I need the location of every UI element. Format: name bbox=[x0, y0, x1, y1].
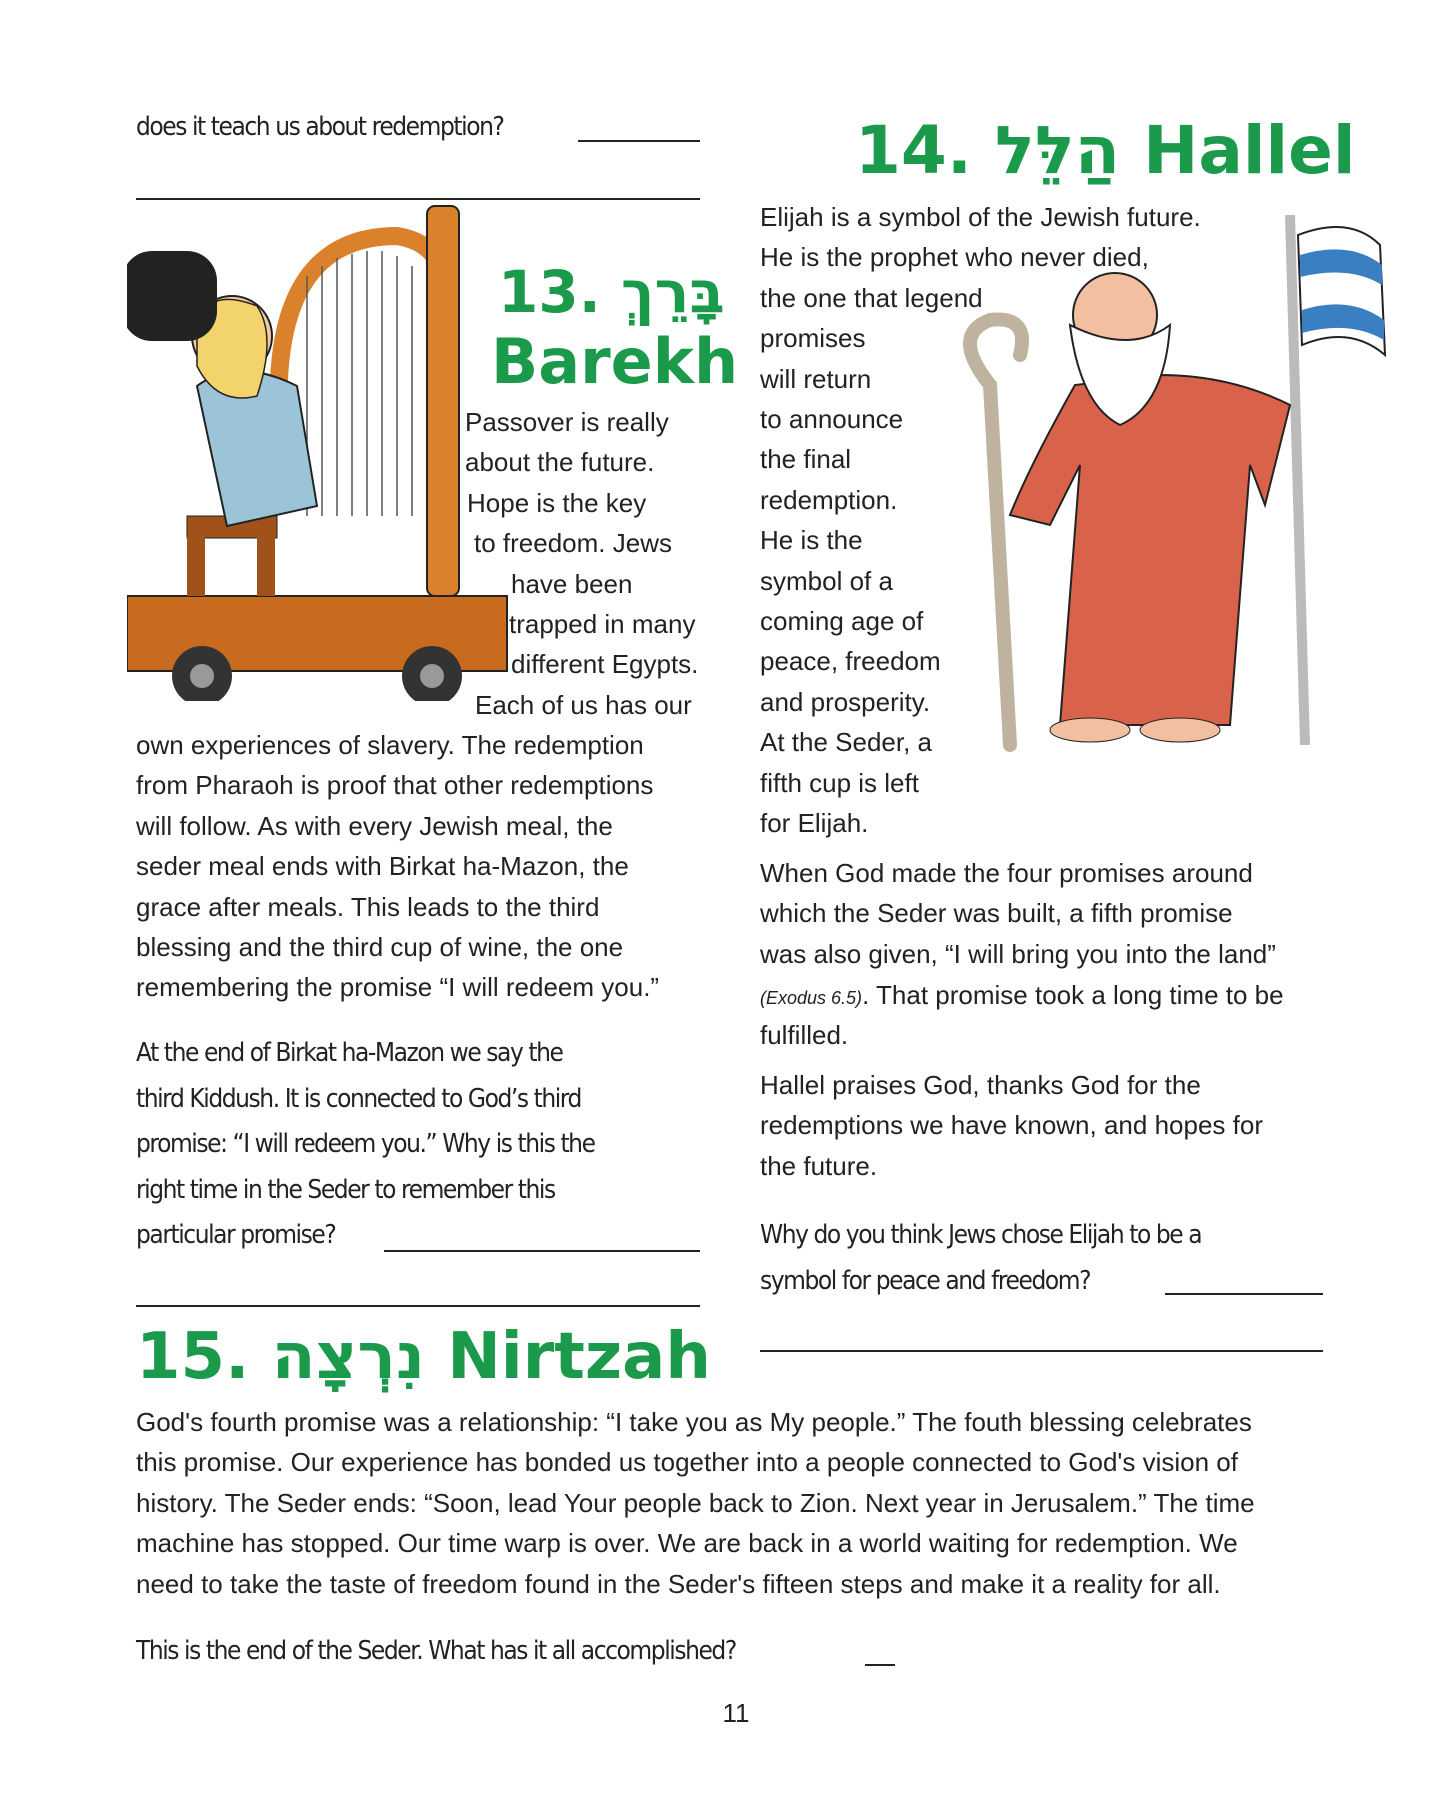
text-line: Hope is the key bbox=[467, 487, 647, 518]
promise-text: . That promise took a long time to be bbox=[862, 980, 1284, 1010]
text-line: the one that legend bbox=[760, 282, 983, 313]
section-title: Nirtzah bbox=[447, 1320, 711, 1394]
text-line: right time in the Seder to remember this bbox=[136, 1174, 555, 1205]
text-line: At the Seder, a bbox=[760, 727, 933, 758]
section-title: Hallel bbox=[1143, 112, 1356, 189]
section-number: 13. bbox=[498, 258, 601, 326]
answer-blank[interactable] bbox=[578, 140, 700, 142]
hallel-heading bbox=[855, 112, 1356, 189]
answer-blank[interactable] bbox=[384, 1250, 700, 1252]
text-line: At the end of Birkat ha-Mazon we say the bbox=[136, 1038, 563, 1068]
text-line: own experiences of slavery. The redemption bbox=[136, 730, 644, 760]
hebrew-title: הַלֵּל bbox=[994, 112, 1121, 189]
text-line: about the future. bbox=[465, 447, 655, 478]
elijah-illustration bbox=[930, 205, 1420, 755]
text-line: He is the prophet who never died, bbox=[760, 242, 1149, 273]
text-line: coming age of bbox=[760, 606, 924, 636]
text-line: which the Seder was built, a fifth promise bbox=[760, 898, 1233, 929]
text-line: the final bbox=[760, 444, 852, 475]
question-text: does it teach us about redemption? bbox=[136, 112, 504, 142]
hebrew-title: נִרְצָה bbox=[271, 1320, 425, 1394]
final-question: This is the end of the Seder. What has it all accomplished? bbox=[136, 1636, 736, 1666]
text-line: have been bbox=[511, 568, 633, 599]
text-line: fifth cup is left bbox=[760, 767, 919, 798]
intro-question bbox=[136, 112, 503, 142]
text-line: the future. bbox=[760, 1150, 878, 1181]
barekh-heading bbox=[498, 258, 725, 326]
text-line: from Pharaoh is proof that other redemptions bbox=[136, 770, 654, 801]
text-line: history. The Seder ends: “Soon, lead Your people back to Zion. Next year in Jerusalem.” The time bbox=[136, 1487, 1255, 1518]
text-line: symbol of a bbox=[760, 565, 893, 596]
page-number: 11 bbox=[722, 1698, 750, 1728]
text-line: redemption. bbox=[760, 484, 898, 515]
text-line: Each of us has our bbox=[475, 689, 692, 720]
text-line: and prosperity. bbox=[760, 686, 931, 717]
text-line: He is the bbox=[760, 525, 863, 556]
text-line: redemptions we have known, and hopes for bbox=[760, 1110, 1263, 1141]
text-line: When God made the four promises around bbox=[760, 858, 1253, 888]
text-line: for Elijah. bbox=[760, 808, 869, 838]
text-line: trapped in many bbox=[509, 609, 696, 639]
text-line: Elijah is a symbol of the Jewish future. bbox=[760, 202, 1201, 232]
text-line: different Egypts. bbox=[511, 649, 699, 680]
text-line: particular promise? bbox=[136, 1220, 336, 1250]
text-line: promises bbox=[760, 323, 866, 354]
section-number: 14. bbox=[855, 112, 972, 189]
text-line: peace, freedom bbox=[760, 646, 941, 677]
nirtzah-heading bbox=[136, 1320, 711, 1394]
text-line: need to take the taste of freedom found in the Seder's fifteen steps and make it a reality for all. bbox=[136, 1568, 1221, 1599]
text-line: to freedom. Jews bbox=[474, 528, 672, 559]
text-line: to announce bbox=[760, 404, 904, 434]
exodus-reference: (Exodus 6.5) bbox=[760, 988, 863, 1008]
answer-blank[interactable] bbox=[760, 1350, 1323, 1352]
text-line: machine has stopped. Our time warp is over. We are back in a world waiting for redemption. We bbox=[136, 1528, 1238, 1559]
text-line: will return bbox=[760, 363, 872, 394]
text-line: this promise. Our experience has bonded us together into a people connected to God's vision of bbox=[136, 1447, 1238, 1478]
text-line: Hallel praises God, thanks God for the bbox=[760, 1070, 1201, 1100]
answer-blank[interactable] bbox=[136, 1305, 700, 1307]
answer-blank[interactable] bbox=[1165, 1293, 1323, 1295]
text-line: remembering the promise “I will redeem you.” bbox=[136, 972, 660, 1003]
text-line: seder meal ends with Birkat ha-Mazon, the bbox=[136, 851, 629, 882]
text-line: blessing and the third cup of wine, the one bbox=[136, 932, 624, 962]
text-line: Why do you think Jews chose Elijah to be a bbox=[760, 1220, 1202, 1250]
text-line: God's fourth promise was a relationship: “I take you as My people.” The fouth blessing celebrates bbox=[136, 1407, 1252, 1437]
hebrew-title: בָּרֵךְ bbox=[620, 258, 725, 326]
promise-line bbox=[760, 980, 1284, 1013]
text-line: grace after meals. This leads to the third bbox=[136, 891, 600, 922]
text-line: will follow. As with every Jewish meal, the bbox=[136, 810, 613, 841]
text-line: third Kiddush. It is connected to God’s third bbox=[136, 1083, 581, 1114]
text-line: symbol for peace and freedom? bbox=[760, 1265, 1091, 1296]
text-line: was also given, “I will bring you into the land” bbox=[760, 938, 1276, 969]
text-line: promise: “I will redeem you.” Why is this the bbox=[136, 1129, 595, 1159]
text-line: Passover is really bbox=[465, 407, 669, 437]
barekh-title: Barekh bbox=[491, 325, 739, 398]
promise-line: fulfilled. bbox=[760, 1020, 849, 1050]
section-number: 15. bbox=[136, 1320, 250, 1394]
answer-blank[interactable] bbox=[865, 1664, 895, 1666]
